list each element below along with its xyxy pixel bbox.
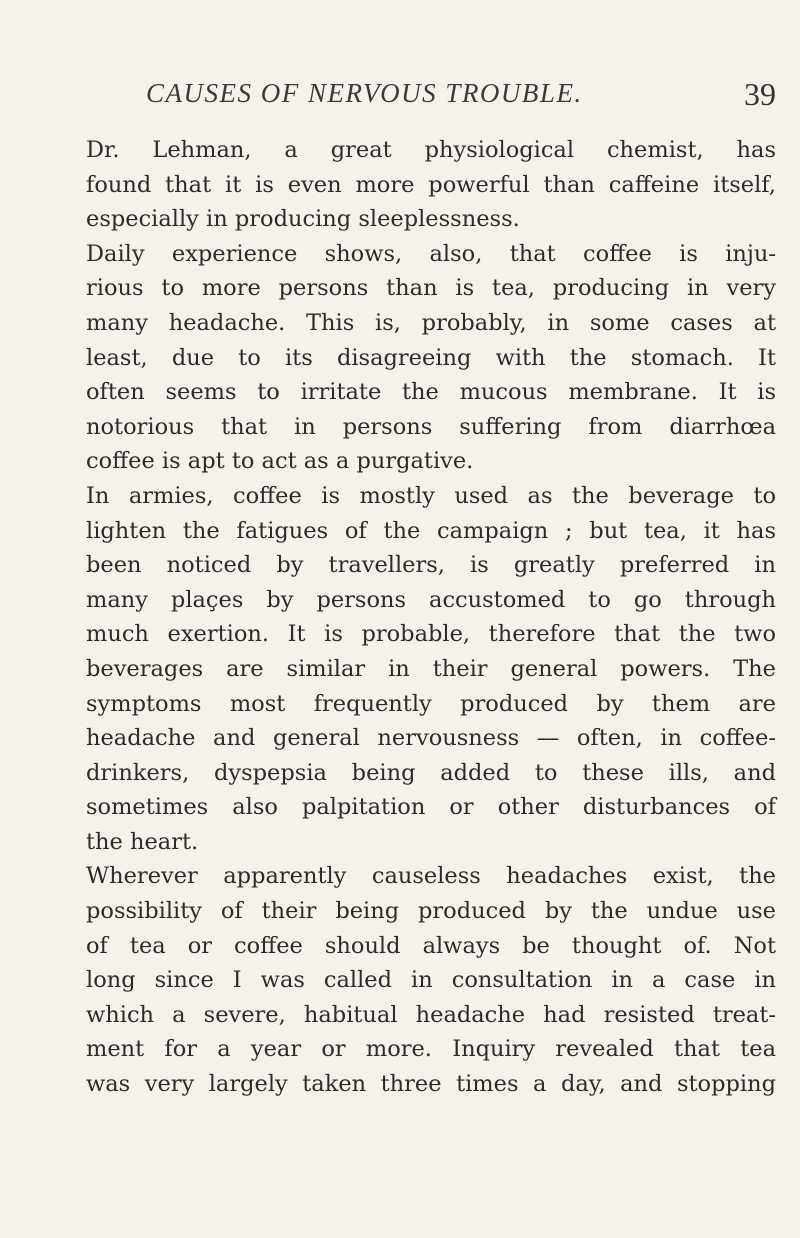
text-line: lighten the fatigues of the campaign ; but tea, it has [86, 517, 776, 544]
text-line: the heart. [86, 828, 199, 855]
text-line: ment for a year or more. Inquiry revealed that tea [86, 1036, 776, 1063]
text-line: been noticed by travellers, is greatly preferred in [86, 552, 776, 579]
text-line: many headache. This is, probably, in some cases at [86, 309, 776, 336]
text-line: Dr. Lehman, a great physiological chemist, has [86, 137, 776, 163]
text-line: beverages are similar in their general powers. The [86, 655, 776, 682]
text-line: especially in producing sleeplessness. [86, 206, 520, 233]
text-line: possibility of their being produced by the undue use [86, 898, 776, 925]
text-line: least, due to its disagreeing with the stomach. It [86, 344, 776, 371]
text-line: drinkers, dyspepsia being added to these ills, and [86, 759, 776, 786]
text-line: rious to more persons than is tea, producing in very [86, 275, 776, 302]
body-text [86, 133, 776, 1102]
text-line: long since I was called in consultation in a case in [86, 967, 776, 994]
text-line: symptoms most frequently produced by them are [86, 690, 776, 717]
text-line: was very largely taken three times a day, and stopping [86, 1071, 776, 1098]
running-head [86, 78, 776, 118]
page-number: 39 [744, 76, 776, 112]
text-line: Wherever apparently causeless headaches exist, the [86, 863, 776, 890]
text-line: sometimes also palpitation or other disturbances of [86, 794, 776, 821]
text-line: notorious that in persons suffering from diarrhœa [86, 413, 776, 440]
text-line: In armies, coffee is mostly used as the beverage to [86, 482, 776, 509]
text-line: Daily experience shows, also, that coffee is inju- [86, 240, 776, 267]
text-line: headache and general nervousness — often, in coffee- [86, 725, 776, 752]
text-line: which a severe, habitual headache had resisted treat- [86, 1001, 776, 1028]
text-line: many plaçes by persons accustomed to go through [86, 586, 776, 613]
text-line: much exertion. It is probable, therefore that the two [86, 621, 776, 648]
text-line: of tea or coffee should always be thought of. Not [86, 932, 776, 959]
running-title: CAUSES OF NERVOUS TROUBLE. [146, 78, 583, 108]
text-line: found that it is even more powerful than caffeine itself, [86, 171, 776, 198]
text-line: coffee is apt to act as a purgative. [86, 448, 474, 475]
text-line: often seems to irritate the mucous membrane. It is [86, 379, 776, 406]
